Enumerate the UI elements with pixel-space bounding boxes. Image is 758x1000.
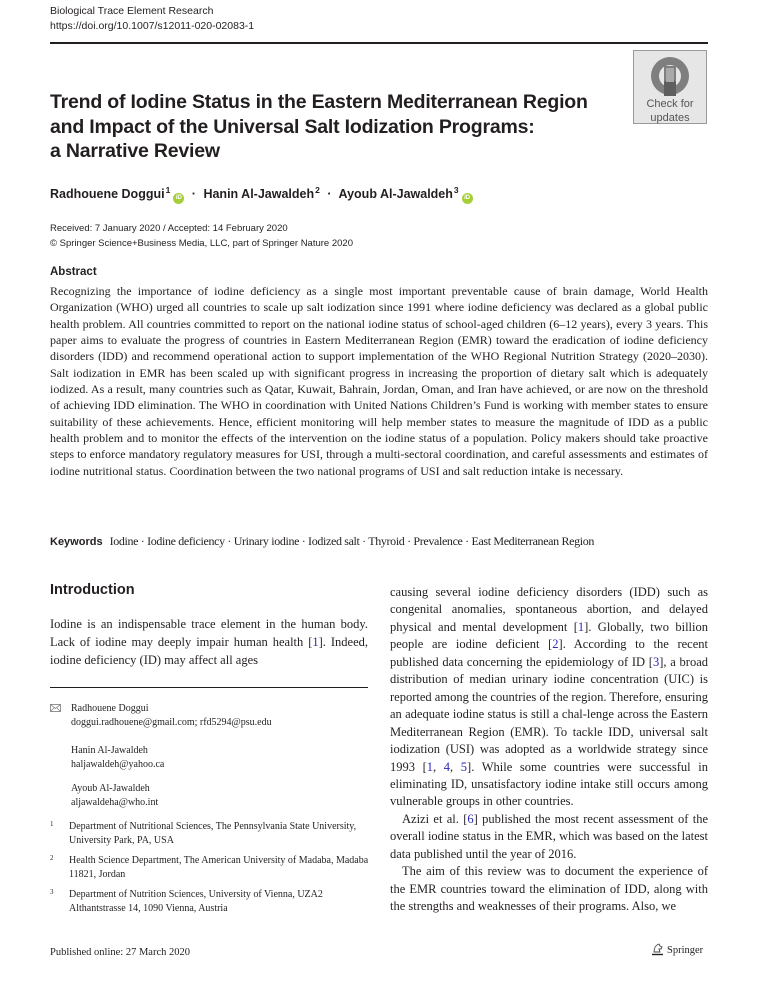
abstract-text: Recognizing the importance of iodine deficiency as a single most important preventable cause of brain damage, World Health Organization (WHO) urged all countries to scale up salt iodization since 1991 where iodine deficiency was declared as a global public health problem. All countries committed to report on the national iodine status of school-aged children (6–12 years), every 3 years. This paper aims to evaluate the progress of countries in Eastern Mediterranean Region (EMR) toward the eradication of iodine deficiency disorders (IDD) and recommend operational action to support implementation of the WHO Regional Nutrition Strategy (2020–2030). Salt iodization in EMR has been scaled up with significant progress in increasing the proportion of dietary salt which is adequately iodized. As a result, many countries such as Qatar, Kuwait, Bahrain, Jordan, Oman, and Iran have achieved, or are now on the threshold of achieving IDD elimination. The WHO in coordination with United Nations Children’s Fund is working with member states to ensure suitability of these achievements. Hence, efficient monitoring will help member states to measure the magnitude of IDD as a public health problem and to monitor the effects of the intervention on the iodine status of a population. Policy makers should take proactive steps to enforce mandatory regulatory measures for USI, through a multi-sectoral coordination, and careful assessments and estimates of iodine nutritional status. Coordination between the two national programs of USI and salt reduction intake is necessary.: [50, 284, 708, 478]
article-dates: [50, 221, 353, 251]
paragraph-text: causing several iodine deficiency disorders (IDD) such as congenital anomalies, spontaneous abortion, and delayed physical and mental development [: [390, 585, 708, 634]
paragraph-text: Azizi et al. [: [402, 811, 468, 826]
author-separator: ·: [327, 187, 332, 201]
paragraph-text: ]. While some countries were successful in eliminating ID, unsatisfactory iodine intake still occurs among vulnerable groups in other countries.: [390, 759, 708, 809]
header-rule: [50, 42, 708, 44]
affiliation-number: 1: [50, 820, 54, 828]
correspondence-email[interactable]: haljawaldeh@yahoo.ca: [71, 759, 165, 770]
author-name[interactable]: Ayoub Al-Jawaldeh: [338, 187, 453, 201]
correspondence-name: Ayoub Al-Jawaldeh: [71, 783, 150, 794]
citation-link[interactable]: 6: [467, 811, 474, 826]
received-accepted-dates: Received: 7 January 2020 / Accepted: 14 February 2020: [50, 223, 288, 234]
author-affiliation-number: 3: [453, 185, 459, 195]
springer-horse-icon: [651, 942, 664, 956]
check-for-updates-button[interactable]: [633, 50, 707, 124]
author-separator: ·: [191, 187, 196, 201]
keywords-list: Iodine · Iodine deficiency · Urinary iodine · Iodized salt · Thyroid · Prevalence · East Mediterranean Region: [109, 534, 595, 548]
correspondence-entry: [71, 702, 370, 730]
affiliation-item: [50, 888, 370, 916]
copyright-notice: © Springer Science+Business Media, LLC, part of Springer Nature 2020: [50, 238, 353, 249]
affiliations: [50, 820, 370, 922]
affiliation-text: Department of Nutrition Sciences, University of Vienna, UZA2 Althantstrasse 14, 1090 Vienna, Austria: [69, 889, 323, 914]
paragraph-text: ]. According to the recent published data concerning the epidemiology of ID [: [390, 637, 708, 669]
affiliation-text: Department of Nutritional Sciences, The Pennsylvania State University, University Park, PA, USA: [69, 821, 357, 846]
intro-text: Iodine is an indispensable trace element in the human body. Lack of iodine may deeply impair human health [: [50, 617, 368, 649]
keywords: [50, 533, 594, 550]
title-line-2: and Impact of the Universal Salt Iodization Programs:: [50, 115, 535, 138]
orcid-icon[interactable]: iD: [173, 193, 184, 204]
envelope-icon: [50, 704, 61, 712]
paragraph-text: ,: [450, 759, 461, 774]
affiliation-item: [50, 820, 370, 848]
intro-text: ]. Indeed, iodine deficiency (ID) may affect all ages: [50, 635, 368, 667]
author-list: [50, 182, 473, 204]
author-name[interactable]: Radhouene Doggui: [50, 187, 165, 201]
correspondence-email[interactable]: aljawaldeha@who.int: [71, 797, 159, 808]
journal-name: Biological Trace Element Research: [50, 5, 214, 17]
intro-paragraph: [390, 811, 708, 863]
affiliation-text: Health Science Department, The American University of Madaba, Madaba 11821, Jordan: [69, 855, 369, 880]
citation-link[interactable]: 4: [443, 759, 451, 774]
paragraph-text: ,: [433, 759, 444, 774]
introduction-heading: Introduction: [50, 582, 135, 598]
correspondence-entry: [71, 782, 370, 810]
affiliation-number: 2: [50, 854, 54, 862]
correspondence-name: Hanin Al-Jawaldeh: [71, 745, 148, 756]
springer-logo[interactable]: [651, 942, 703, 956]
check-for-label: Check for: [646, 98, 694, 110]
author-name[interactable]: Hanin Al-Jawaldeh: [203, 187, 315, 201]
citation-link[interactable]: 5: [460, 759, 468, 774]
citation-link[interactable]: 1: [426, 759, 434, 774]
citation-link[interactable]: 1: [312, 635, 319, 649]
intro-paragraph: [390, 584, 708, 811]
introduction-right-column: [390, 584, 708, 916]
correspondence-block: [50, 702, 370, 820]
orcid-icon[interactable]: iD: [462, 193, 473, 204]
article-title: [50, 90, 590, 164]
title-line-1: Trend of Iodine Status in the Eastern Mediterranean Region: [50, 91, 588, 113]
updates-label: updates: [650, 112, 690, 124]
footnote-rule: [50, 687, 368, 688]
citation-link[interactable]: 3: [652, 654, 660, 669]
introduction-left-column: [50, 615, 368, 669]
author-affiliation-number: 2: [315, 185, 320, 195]
paragraph-text: ], a broad distribution of median urinary iodine concentration (UIC) is reported among the countries of the region. Therefore, ensuring an adequate iodine status is still a chal-lenge across the Eastern Mediterranean Region (EMR). To tackle IDD, universal salt iodization (USI) was adopted as a worldwide strategy since 1993 [: [390, 654, 709, 774]
author-affiliation-number: 1: [165, 185, 171, 195]
affiliation-item: [50, 854, 370, 882]
keywords-label: Keywords: [50, 536, 103, 548]
correspondence-name: Radhouene Doggui: [71, 703, 149, 714]
intro-paragraph: [390, 863, 708, 915]
doi-link[interactable]: https://doi.org/10.1007/s12011-020-02083-1: [50, 20, 255, 32]
paragraph-text: ] published the most recent assessment of the overall iodine status in the EMR, which was based on the latest data published until the year of 2016.: [390, 811, 708, 861]
correspondence-email[interactable]: doggui.radhouene@gmail.com; rfd5294@psu.edu: [71, 717, 272, 728]
affiliation-number: 3: [50, 888, 54, 896]
title-line-3: a Narrative Review: [50, 140, 220, 162]
paragraph-text: The aim of this review was to document the experience of the EMR countries toward the elimination of IDD, along with the strengths and weaknesses of their programs. Also, we: [390, 864, 708, 914]
crossmark-icon: [650, 56, 690, 96]
abstract-heading: Abstract: [50, 266, 97, 278]
published-online-date: Published online: 27 March 2020: [50, 947, 190, 958]
citation-link[interactable]: 2: [552, 637, 559, 652]
journal-header: [50, 4, 254, 34]
paragraph-text: ]. Globally, two billion people are iodine deficient [: [390, 619, 708, 652]
citation-link[interactable]: 1: [577, 619, 585, 634]
springer-label: Springer: [667, 945, 704, 956]
correspondence-entry: [71, 744, 370, 772]
